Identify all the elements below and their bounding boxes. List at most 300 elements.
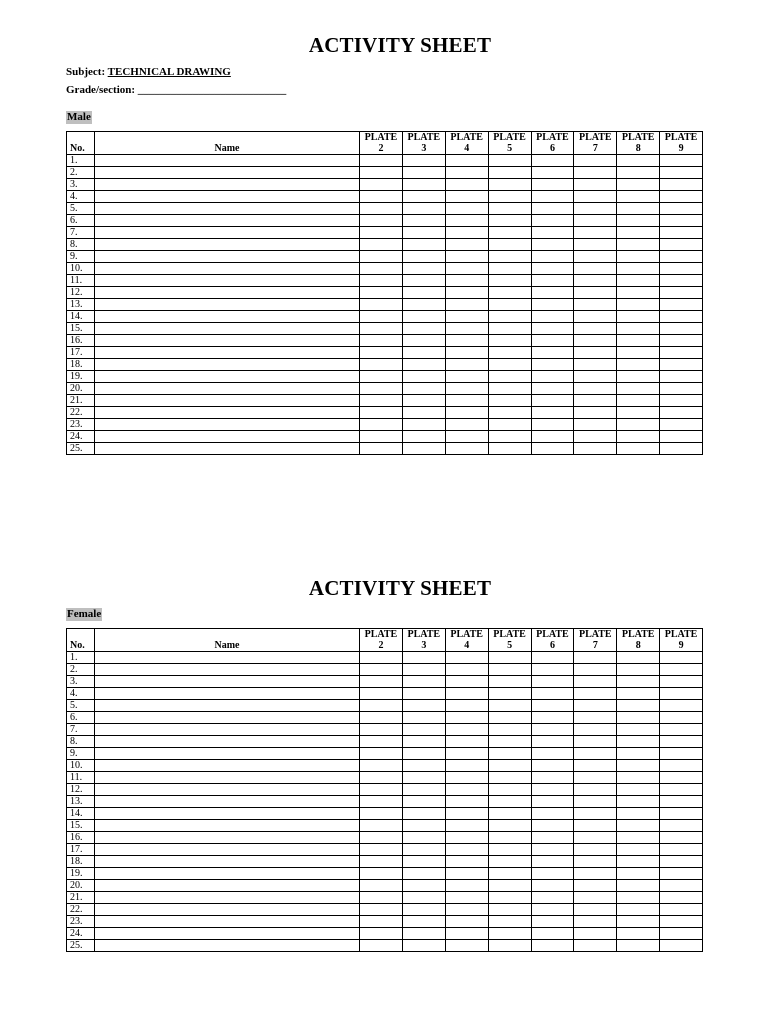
plate-8-cell[interactable] <box>617 383 660 395</box>
plate-6-cell[interactable] <box>531 676 574 688</box>
plate-9-cell[interactable] <box>660 287 703 299</box>
plate-3-cell[interactable] <box>402 443 445 455</box>
plate-7-cell[interactable] <box>574 700 617 712</box>
plate-8-cell[interactable] <box>617 359 660 371</box>
plate-6-cell[interactable] <box>531 832 574 844</box>
plate-9-cell[interactable] <box>660 191 703 203</box>
name-cell[interactable] <box>95 191 360 203</box>
plate-4-cell[interactable] <box>445 880 488 892</box>
plate-9-cell[interactable] <box>660 868 703 880</box>
plate-9-cell[interactable] <box>660 179 703 191</box>
plate-2-cell[interactable] <box>360 904 403 916</box>
plate-5-cell[interactable] <box>488 664 531 676</box>
plate-7-cell[interactable] <box>574 796 617 808</box>
plate-2-cell[interactable] <box>360 820 403 832</box>
plate-5-cell[interactable] <box>488 748 531 760</box>
plate-6-cell[interactable] <box>531 215 574 227</box>
name-cell[interactable] <box>95 179 360 191</box>
plate-6-cell[interactable] <box>531 371 574 383</box>
plate-8-cell[interactable] <box>617 215 660 227</box>
plate-8-cell[interactable] <box>617 203 660 215</box>
plate-3-cell[interactable] <box>402 215 445 227</box>
plate-7-cell[interactable] <box>574 772 617 784</box>
plate-7-cell[interactable] <box>574 856 617 868</box>
plate-9-cell[interactable] <box>660 904 703 916</box>
plate-8-cell[interactable] <box>617 820 660 832</box>
plate-7-cell[interactable] <box>574 371 617 383</box>
plate-6-cell[interactable] <box>531 940 574 952</box>
plate-3-cell[interactable] <box>402 311 445 323</box>
plate-7-cell[interactable] <box>574 820 617 832</box>
plate-4-cell[interactable] <box>445 179 488 191</box>
plate-6-cell[interactable] <box>531 275 574 287</box>
plate-9-cell[interactable] <box>660 664 703 676</box>
plate-8-cell[interactable] <box>617 916 660 928</box>
plate-9-cell[interactable] <box>660 323 703 335</box>
name-cell[interactable] <box>95 748 360 760</box>
plate-7-cell[interactable] <box>574 383 617 395</box>
name-cell[interactable] <box>95 371 360 383</box>
name-cell[interactable] <box>95 844 360 856</box>
name-cell[interactable] <box>95 311 360 323</box>
plate-3-cell[interactable] <box>402 227 445 239</box>
plate-5-cell[interactable] <box>488 299 531 311</box>
name-cell[interactable] <box>95 383 360 395</box>
plate-2-cell[interactable] <box>360 299 403 311</box>
plate-2-cell[interactable] <box>360 676 403 688</box>
plate-6-cell[interactable] <box>531 251 574 263</box>
plate-8-cell[interactable] <box>617 760 660 772</box>
plate-9-cell[interactable] <box>660 784 703 796</box>
name-cell[interactable] <box>95 904 360 916</box>
plate-2-cell[interactable] <box>360 251 403 263</box>
plate-4-cell[interactable] <box>445 856 488 868</box>
plate-4-cell[interactable] <box>445 275 488 287</box>
plate-8-cell[interactable] <box>617 676 660 688</box>
plate-7-cell[interactable] <box>574 940 617 952</box>
plate-3-cell[interactable] <box>402 155 445 167</box>
plate-9-cell[interactable] <box>660 916 703 928</box>
plate-6-cell[interactable] <box>531 419 574 431</box>
name-cell[interactable] <box>95 431 360 443</box>
plate-5-cell[interactable] <box>488 179 531 191</box>
plate-3-cell[interactable] <box>402 335 445 347</box>
plate-5-cell[interactable] <box>488 856 531 868</box>
plate-5-cell[interactable] <box>488 700 531 712</box>
plate-5-cell[interactable] <box>488 868 531 880</box>
plate-6-cell[interactable] <box>531 688 574 700</box>
plate-4-cell[interactable] <box>445 299 488 311</box>
plate-7-cell[interactable] <box>574 287 617 299</box>
plate-3-cell[interactable] <box>402 868 445 880</box>
plate-2-cell[interactable] <box>360 784 403 796</box>
plate-2-cell[interactable] <box>360 700 403 712</box>
name-cell[interactable] <box>95 251 360 263</box>
plate-6-cell[interactable] <box>531 227 574 239</box>
plate-3-cell[interactable] <box>402 179 445 191</box>
plate-9-cell[interactable] <box>660 371 703 383</box>
plate-3-cell[interactable] <box>402 688 445 700</box>
plate-5-cell[interactable] <box>488 724 531 736</box>
name-cell[interactable] <box>95 239 360 251</box>
plate-8-cell[interactable] <box>617 299 660 311</box>
plate-4-cell[interactable] <box>445 652 488 664</box>
plate-8-cell[interactable] <box>617 155 660 167</box>
plate-7-cell[interactable] <box>574 808 617 820</box>
plate-2-cell[interactable] <box>360 323 403 335</box>
name-cell[interactable] <box>95 347 360 359</box>
plate-3-cell[interactable] <box>402 856 445 868</box>
plate-2-cell[interactable] <box>360 227 403 239</box>
name-cell[interactable] <box>95 167 360 179</box>
plate-9-cell[interactable] <box>660 724 703 736</box>
plate-3-cell[interactable] <box>402 892 445 904</box>
plate-6-cell[interactable] <box>531 736 574 748</box>
plate-9-cell[interactable] <box>660 347 703 359</box>
plate-6-cell[interactable] <box>531 916 574 928</box>
plate-2-cell[interactable] <box>360 179 403 191</box>
plate-6-cell[interactable] <box>531 928 574 940</box>
plate-7-cell[interactable] <box>574 652 617 664</box>
plate-6-cell[interactable] <box>531 167 574 179</box>
plate-6-cell[interactable] <box>531 724 574 736</box>
plate-5-cell[interactable] <box>488 311 531 323</box>
plate-9-cell[interactable] <box>660 832 703 844</box>
plate-5-cell[interactable] <box>488 796 531 808</box>
plate-8-cell[interactable] <box>617 940 660 952</box>
plate-2-cell[interactable] <box>360 371 403 383</box>
plate-7-cell[interactable] <box>574 311 617 323</box>
plate-4-cell[interactable] <box>445 892 488 904</box>
plate-5-cell[interactable] <box>488 892 531 904</box>
plate-4-cell[interactable] <box>445 928 488 940</box>
plate-2-cell[interactable] <box>360 263 403 275</box>
plate-6-cell[interactable] <box>531 880 574 892</box>
plate-2-cell[interactable] <box>360 736 403 748</box>
plate-4-cell[interactable] <box>445 724 488 736</box>
plate-5-cell[interactable] <box>488 928 531 940</box>
plate-7-cell[interactable] <box>574 712 617 724</box>
plate-7-cell[interactable] <box>574 203 617 215</box>
plate-6-cell[interactable] <box>531 700 574 712</box>
plate-2-cell[interactable] <box>360 880 403 892</box>
plate-8-cell[interactable] <box>617 275 660 287</box>
plate-2-cell[interactable] <box>360 724 403 736</box>
plate-4-cell[interactable] <box>445 251 488 263</box>
plate-7-cell[interactable] <box>574 664 617 676</box>
name-cell[interactable] <box>95 796 360 808</box>
plate-3-cell[interactable] <box>402 832 445 844</box>
plate-3-cell[interactable] <box>402 928 445 940</box>
plate-9-cell[interactable] <box>660 227 703 239</box>
plate-2-cell[interactable] <box>360 688 403 700</box>
plate-4-cell[interactable] <box>445 431 488 443</box>
plate-3-cell[interactable] <box>402 808 445 820</box>
plate-5-cell[interactable] <box>488 772 531 784</box>
plate-8-cell[interactable] <box>617 868 660 880</box>
plate-4-cell[interactable] <box>445 736 488 748</box>
plate-7-cell[interactable] <box>574 347 617 359</box>
plate-4-cell[interactable] <box>445 371 488 383</box>
name-cell[interactable] <box>95 676 360 688</box>
plate-6-cell[interactable] <box>531 784 574 796</box>
plate-3-cell[interactable] <box>402 287 445 299</box>
plate-9-cell[interactable] <box>660 772 703 784</box>
plate-3-cell[interactable] <box>402 844 445 856</box>
name-cell[interactable] <box>95 299 360 311</box>
plate-8-cell[interactable] <box>617 407 660 419</box>
plate-2-cell[interactable] <box>360 928 403 940</box>
plate-2-cell[interactable] <box>360 431 403 443</box>
plate-5-cell[interactable] <box>488 688 531 700</box>
plate-3-cell[interactable] <box>402 371 445 383</box>
plate-2-cell[interactable] <box>360 844 403 856</box>
plate-2-cell[interactable] <box>360 191 403 203</box>
plate-5-cell[interactable] <box>488 371 531 383</box>
plate-8-cell[interactable] <box>617 239 660 251</box>
plate-7-cell[interactable] <box>574 916 617 928</box>
plate-9-cell[interactable] <box>660 880 703 892</box>
plate-6-cell[interactable] <box>531 443 574 455</box>
plate-6-cell[interactable] <box>531 155 574 167</box>
plate-6-cell[interactable] <box>531 868 574 880</box>
name-cell[interactable] <box>95 443 360 455</box>
plate-3-cell[interactable] <box>402 239 445 251</box>
plate-9-cell[interactable] <box>660 940 703 952</box>
plate-4-cell[interactable] <box>445 664 488 676</box>
plate-3-cell[interactable] <box>402 167 445 179</box>
plate-6-cell[interactable] <box>531 664 574 676</box>
name-cell[interactable] <box>95 700 360 712</box>
plate-4-cell[interactable] <box>445 167 488 179</box>
plate-7-cell[interactable] <box>574 155 617 167</box>
plate-7-cell[interactable] <box>574 868 617 880</box>
plate-5-cell[interactable] <box>488 808 531 820</box>
plate-7-cell[interactable] <box>574 724 617 736</box>
plate-3-cell[interactable] <box>402 299 445 311</box>
plate-6-cell[interactable] <box>531 856 574 868</box>
name-cell[interactable] <box>95 916 360 928</box>
plate-8-cell[interactable] <box>617 772 660 784</box>
plate-4-cell[interactable] <box>445 323 488 335</box>
name-cell[interactable] <box>95 407 360 419</box>
name-cell[interactable] <box>95 724 360 736</box>
plate-2-cell[interactable] <box>360 239 403 251</box>
name-cell[interactable] <box>95 215 360 227</box>
plate-5-cell[interactable] <box>488 916 531 928</box>
name-cell[interactable] <box>95 688 360 700</box>
plate-2-cell[interactable] <box>360 892 403 904</box>
plate-6-cell[interactable] <box>531 359 574 371</box>
plate-6-cell[interactable] <box>531 383 574 395</box>
plate-6-cell[interactable] <box>531 407 574 419</box>
plate-5-cell[interactable] <box>488 215 531 227</box>
plate-3-cell[interactable] <box>402 664 445 676</box>
plate-3-cell[interactable] <box>402 748 445 760</box>
plate-4-cell[interactable] <box>445 808 488 820</box>
plate-8-cell[interactable] <box>617 784 660 796</box>
plate-5-cell[interactable] <box>488 940 531 952</box>
plate-7-cell[interactable] <box>574 251 617 263</box>
plate-8-cell[interactable] <box>617 856 660 868</box>
plate-9-cell[interactable] <box>660 275 703 287</box>
plate-9-cell[interactable] <box>660 359 703 371</box>
plate-4-cell[interactable] <box>445 784 488 796</box>
name-cell[interactable] <box>95 359 360 371</box>
plate-6-cell[interactable] <box>531 311 574 323</box>
plate-4-cell[interactable] <box>445 383 488 395</box>
plate-4-cell[interactable] <box>445 820 488 832</box>
plate-7-cell[interactable] <box>574 736 617 748</box>
plate-7-cell[interactable] <box>574 407 617 419</box>
plate-4-cell[interactable] <box>445 688 488 700</box>
plate-3-cell[interactable] <box>402 203 445 215</box>
plate-2-cell[interactable] <box>360 419 403 431</box>
plate-5-cell[interactable] <box>488 335 531 347</box>
plate-8-cell[interactable] <box>617 892 660 904</box>
plate-6-cell[interactable] <box>531 431 574 443</box>
plate-5-cell[interactable] <box>488 784 531 796</box>
name-cell[interactable] <box>95 808 360 820</box>
plate-5-cell[interactable] <box>488 820 531 832</box>
plate-2-cell[interactable] <box>360 856 403 868</box>
plate-7-cell[interactable] <box>574 443 617 455</box>
plate-7-cell[interactable] <box>574 844 617 856</box>
name-cell[interactable] <box>95 419 360 431</box>
plate-4-cell[interactable] <box>445 311 488 323</box>
plate-7-cell[interactable] <box>574 299 617 311</box>
plate-3-cell[interactable] <box>402 760 445 772</box>
plate-8-cell[interactable] <box>617 431 660 443</box>
plate-2-cell[interactable] <box>360 155 403 167</box>
plate-9-cell[interactable] <box>660 395 703 407</box>
name-cell[interactable] <box>95 784 360 796</box>
plate-8-cell[interactable] <box>617 251 660 263</box>
plate-9-cell[interactable] <box>660 407 703 419</box>
plate-4-cell[interactable] <box>445 844 488 856</box>
plate-2-cell[interactable] <box>360 832 403 844</box>
plate-9-cell[interactable] <box>660 652 703 664</box>
plate-7-cell[interactable] <box>574 263 617 275</box>
plate-8-cell[interactable] <box>617 688 660 700</box>
plate-4-cell[interactable] <box>445 203 488 215</box>
plate-3-cell[interactable] <box>402 724 445 736</box>
plate-7-cell[interactable] <box>574 275 617 287</box>
plate-9-cell[interactable] <box>660 820 703 832</box>
plate-7-cell[interactable] <box>574 323 617 335</box>
plate-3-cell[interactable] <box>402 191 445 203</box>
plate-7-cell[interactable] <box>574 748 617 760</box>
plate-5-cell[interactable] <box>488 191 531 203</box>
plate-4-cell[interactable] <box>445 832 488 844</box>
plate-7-cell[interactable] <box>574 227 617 239</box>
plate-5-cell[interactable] <box>488 443 531 455</box>
plate-8-cell[interactable] <box>617 808 660 820</box>
plate-9-cell[interactable] <box>660 239 703 251</box>
plate-8-cell[interactable] <box>617 311 660 323</box>
plate-8-cell[interactable] <box>617 335 660 347</box>
name-cell[interactable] <box>95 227 360 239</box>
plate-2-cell[interactable] <box>360 275 403 287</box>
plate-4-cell[interactable] <box>445 359 488 371</box>
plate-4-cell[interactable] <box>445 916 488 928</box>
plate-3-cell[interactable] <box>402 904 445 916</box>
name-cell[interactable] <box>95 275 360 287</box>
plate-8-cell[interactable] <box>617 371 660 383</box>
name-cell[interactable] <box>95 652 360 664</box>
plate-8-cell[interactable] <box>617 736 660 748</box>
plate-5-cell[interactable] <box>488 676 531 688</box>
plate-7-cell[interactable] <box>574 215 617 227</box>
plate-9-cell[interactable] <box>660 808 703 820</box>
name-cell[interactable] <box>95 856 360 868</box>
plate-5-cell[interactable] <box>488 880 531 892</box>
plate-3-cell[interactable] <box>402 407 445 419</box>
plate-3-cell[interactable] <box>402 796 445 808</box>
name-cell[interactable] <box>95 664 360 676</box>
plate-8-cell[interactable] <box>617 724 660 736</box>
plate-6-cell[interactable] <box>531 820 574 832</box>
plate-8-cell[interactable] <box>617 443 660 455</box>
plate-9-cell[interactable] <box>660 443 703 455</box>
plate-6-cell[interactable] <box>531 203 574 215</box>
plate-9-cell[interactable] <box>660 712 703 724</box>
plate-5-cell[interactable] <box>488 287 531 299</box>
plate-2-cell[interactable] <box>360 335 403 347</box>
plate-2-cell[interactable] <box>360 383 403 395</box>
plate-8-cell[interactable] <box>617 191 660 203</box>
plate-3-cell[interactable] <box>402 323 445 335</box>
plate-6-cell[interactable] <box>531 904 574 916</box>
plate-8-cell[interactable] <box>617 880 660 892</box>
plate-2-cell[interactable] <box>360 652 403 664</box>
plate-8-cell[interactable] <box>617 712 660 724</box>
name-cell[interactable] <box>95 395 360 407</box>
plate-8-cell[interactable] <box>617 179 660 191</box>
plate-8-cell[interactable] <box>617 287 660 299</box>
name-cell[interactable] <box>95 323 360 335</box>
plate-2-cell[interactable] <box>360 664 403 676</box>
plate-4-cell[interactable] <box>445 868 488 880</box>
plate-9-cell[interactable] <box>660 928 703 940</box>
plate-6-cell[interactable] <box>531 892 574 904</box>
plate-8-cell[interactable] <box>617 748 660 760</box>
plate-9-cell[interactable] <box>660 299 703 311</box>
plate-9-cell[interactable] <box>660 844 703 856</box>
plate-4-cell[interactable] <box>445 796 488 808</box>
plate-8-cell[interactable] <box>617 928 660 940</box>
plate-3-cell[interactable] <box>402 940 445 952</box>
plate-3-cell[interactable] <box>402 736 445 748</box>
plate-9-cell[interactable] <box>660 311 703 323</box>
plate-6-cell[interactable] <box>531 347 574 359</box>
plate-7-cell[interactable] <box>574 419 617 431</box>
plate-6-cell[interactable] <box>531 179 574 191</box>
plate-2-cell[interactable] <box>360 796 403 808</box>
plate-3-cell[interactable] <box>402 880 445 892</box>
plate-3-cell[interactable] <box>402 784 445 796</box>
plate-3-cell[interactable] <box>402 712 445 724</box>
plate-4-cell[interactable] <box>445 407 488 419</box>
plate-7-cell[interactable] <box>574 892 617 904</box>
plate-8-cell[interactable] <box>617 419 660 431</box>
plate-9-cell[interactable] <box>660 335 703 347</box>
plate-8-cell[interactable] <box>617 700 660 712</box>
plate-5-cell[interactable] <box>488 431 531 443</box>
plate-5-cell[interactable] <box>488 736 531 748</box>
plate-6-cell[interactable] <box>531 263 574 275</box>
plate-9-cell[interactable] <box>660 688 703 700</box>
